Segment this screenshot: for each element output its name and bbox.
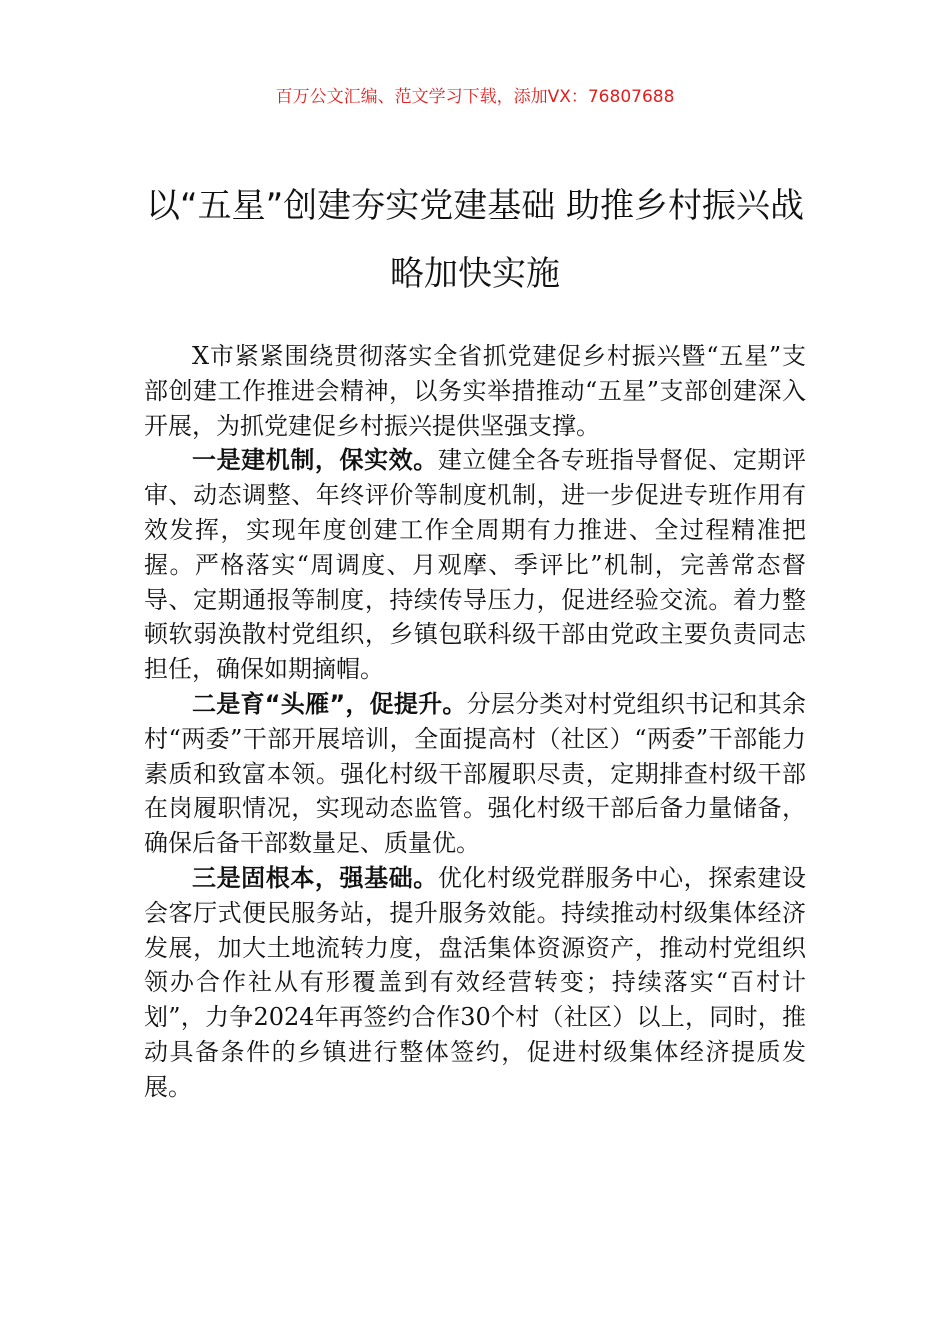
paragraph-text: 优化村级党群服务中心，探索建设会客厅式便民服务站，提升服务效能。持续推动村级集体经济发展，加大土地流转力度，盘活集体资源资产，推动村党组织领办合作社从有形覆盖到有效经营转变；持续落实“百村计划”，力争2024年再签约合作30个村（社区）以上，同时，推动具备条件的乡镇进行整体签约，促进村级集体经济提质发展。 [144, 863, 807, 1101]
paragraph-intro [144, 339, 806, 443]
document-body [144, 339, 806, 1105]
header-note: 百万公文汇编、范文学习下载，添加VX：76807688 [275, 87, 675, 107]
paragraph-lead: 一是建机制，保实效。 [192, 446, 438, 475]
paragraph-foundation [144, 861, 806, 1105]
paragraph-mechanism [144, 443, 806, 687]
paragraph-text: 建立健全各专班指导督促、定期评审、动态调整、年终评价等制度机制，进一步促进专班作用有效发挥，实现年度创建工作全周期有力推进、全过程精准把握。严格落实“周调度、月观摩、季评比”机制，完善常态督导、定期通报等制度，持续传导压力，促进经验交流。着力整顿软弱涣散村党组织，乡镇包联科级干部由党政主要负责同志担任，确保如期摘帽。 [144, 446, 807, 684]
paragraph-leaders [144, 687, 806, 861]
paragraph-text: 分层分类对村党组织书记和其余村“两委”干部开展培训，全面提高村（社区）“两委”干部能力素质和致富本领。强化村级干部履职尽责，定期排查村级干部在岗履职情况，实现动态监管。强化村级干部后备力量储备，确保后备干部数量足、质量优。 [144, 689, 807, 858]
page-title: 以“五星”创建夯实党建基础 助推乡村振兴战略加快实施 [145, 186, 805, 294]
paragraph-lead: 二是育“头雁”，促提升。 [192, 689, 467, 718]
paragraph-lead: 三是固根本，强基础。 [192, 863, 438, 892]
paragraph-text: X市紧紧围绕贯彻落实全省抓党建促乡村振兴暨“五星”支部创建工作推进会精神，以务实举措推动“五星”支部创建深入开展，为抓党建促乡村振兴提供坚强支撑。 [144, 342, 806, 440]
